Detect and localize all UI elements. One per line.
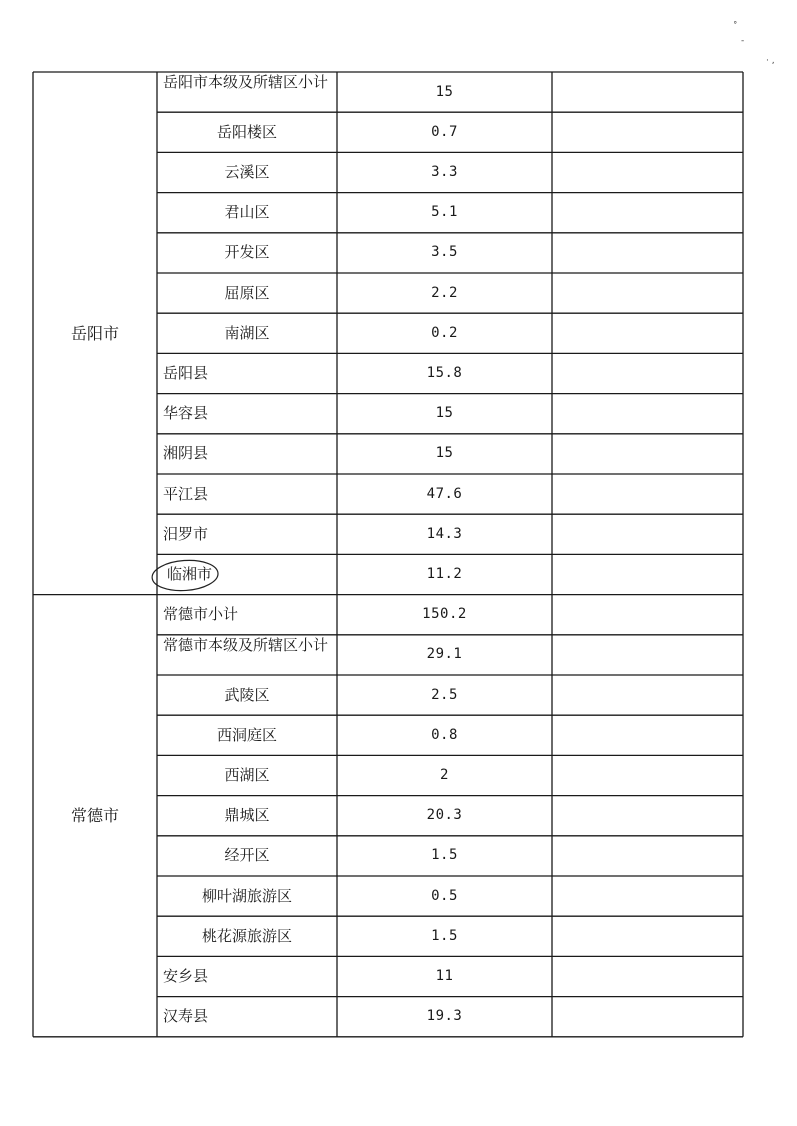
empty-remarks-cell <box>552 836 743 876</box>
empty-remarks-cell <box>552 635 743 675</box>
value-cell: 3.3 <box>431 163 458 180</box>
value-cell: 47.6 <box>426 485 463 502</box>
district-name-cell: 开发区 <box>224 243 270 262</box>
value-cell: 15.8 <box>426 364 463 381</box>
empty-remarks-cell <box>552 72 743 112</box>
scan-speck: ˚ <box>733 22 738 32</box>
city-cell: 岳阳市 <box>70 323 119 343</box>
district-name-cell: 常德市本级及所辖区小计 <box>163 635 329 654</box>
empty-remarks-cell <box>552 876 743 916</box>
district-name-cell: 西湖区 <box>224 765 270 784</box>
district-name-cell: 华容县 <box>163 404 209 423</box>
district-name-cell: 岳阳楼区 <box>216 122 277 141</box>
empty-remarks-cell <box>552 474 743 514</box>
empty-remarks-cell <box>552 796 743 836</box>
empty-remarks-cell <box>552 916 743 956</box>
value-cell: 2 <box>440 766 449 783</box>
district-name-cell: 柳叶湖旅游区 <box>201 886 292 905</box>
empty-remarks-cell <box>552 997 743 1037</box>
value-cell: 15 <box>435 445 454 462</box>
value-cell: 0.8 <box>431 726 458 743</box>
empty-remarks-cell <box>552 956 743 996</box>
value-cell: 1.5 <box>431 927 458 944</box>
district-name-cell: 临湘市 <box>167 564 213 583</box>
district-name-cell: 君山区 <box>224 203 270 222</box>
district-name-cell: 云溪区 <box>224 162 270 181</box>
district-name-cell: 汨罗市 <box>163 524 209 543</box>
district-name-cell: 安乡县 <box>163 966 209 985</box>
empty-remarks-cell <box>552 273 743 313</box>
empty-remarks-cell <box>552 152 743 192</box>
empty-remarks-cell <box>552 595 743 635</box>
value-cell: 19.3 <box>426 1008 463 1025</box>
value-cell: 0.7 <box>431 123 458 140</box>
value-cell: 1.5 <box>431 847 458 864</box>
scan-speck: · , <box>766 56 775 66</box>
district-name-cell: 湘阴县 <box>163 444 209 463</box>
empty-remarks-cell <box>552 193 743 233</box>
empty-remarks-cell <box>552 313 743 353</box>
empty-remarks-cell <box>552 394 743 434</box>
district-name-cell: 汉寿县 <box>163 1007 209 1026</box>
value-cell: 2.2 <box>431 284 458 301</box>
empty-remarks-cell <box>552 434 743 474</box>
district-name-cell: 鼎城区 <box>224 806 270 825</box>
empty-remarks-cell <box>552 755 743 795</box>
empty-remarks-cell <box>552 675 743 715</box>
value-cell: 0.2 <box>431 324 458 341</box>
empty-remarks-cell <box>552 715 743 755</box>
city-cell: 常德市 <box>70 806 119 826</box>
value-cell: 3.5 <box>431 244 458 261</box>
empty-remarks-cell <box>552 514 743 554</box>
empty-remarks-cell <box>552 112 743 152</box>
value-cell: 2.5 <box>431 686 458 703</box>
value-cell: 0.5 <box>431 887 458 904</box>
district-name-cell: 岳阳县 <box>163 363 209 382</box>
district-name-cell: 西洞庭区 <box>216 725 277 744</box>
value-cell: 14.3 <box>426 525 463 542</box>
value-cell: 15 <box>435 83 454 100</box>
district-name-cell: 平江县 <box>163 484 209 503</box>
district-name-cell: 常德市小计 <box>163 605 239 624</box>
empty-remarks-cell <box>552 554 743 594</box>
value-cell: 20.3 <box>426 807 463 824</box>
value-cell: 150.2 <box>422 606 467 623</box>
value-cell: 15 <box>435 405 454 422</box>
district-name-cell: 经开区 <box>224 846 270 865</box>
district-name-cell: 桃花源旅游区 <box>201 926 292 945</box>
district-name-cell: 屈原区 <box>224 283 270 302</box>
district-name-cell: 岳阳市本级及所辖区小计 <box>163 73 329 91</box>
empty-remarks-cell <box>552 233 743 273</box>
value-cell: 29.1 <box>426 646 463 663</box>
district-name-cell: 武陵区 <box>224 685 270 704</box>
value-cell: 11.2 <box>426 565 463 582</box>
district-name-cell: 南湖区 <box>224 323 270 342</box>
scan-speck: - <box>741 36 745 46</box>
value-cell: 5.1 <box>431 204 458 221</box>
value-cell: 11 <box>435 967 454 984</box>
empty-remarks-cell <box>552 353 743 393</box>
